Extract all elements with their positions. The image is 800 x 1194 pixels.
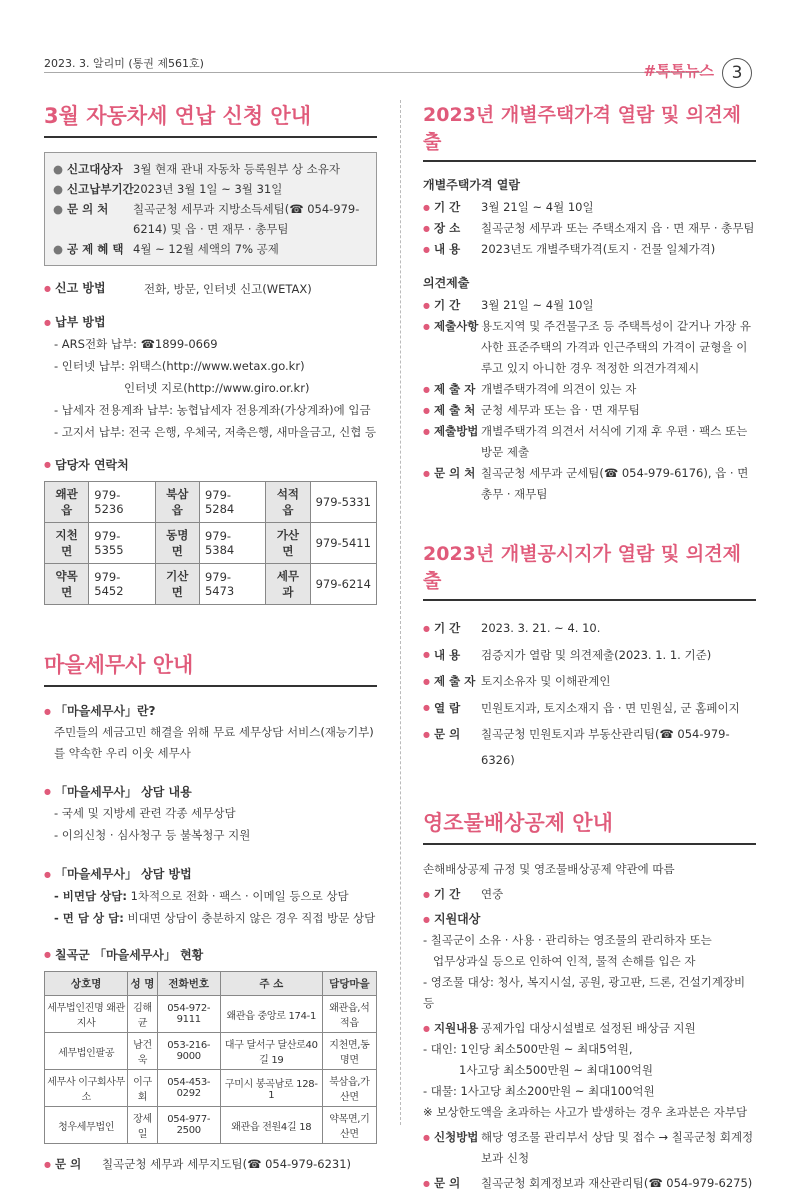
insurance-intro: 손해배상공제 규정 및 영조물배상공제 약관에 따름 bbox=[423, 862, 675, 876]
info-row: ● 제 출 처 군청 세무과 또는 읍 · 면 재무팀 bbox=[423, 400, 756, 421]
village-q1: ● 「마을세무사」란? 주민들의 세금고민 해결을 위해 무료 세무상담 서비스(재능기부)를 약속한 우리 이웃 세무사 bbox=[44, 701, 377, 764]
info-row: ● 문 의 칠곡군청 민원토지과 부동산관리팀(☎ 054-979-6326) bbox=[423, 721, 756, 773]
info-row: ● 기 간 연중 bbox=[423, 884, 756, 905]
report-method: ● 신고 방법 전화, 방문, 인터넷 신고(WETAX) bbox=[44, 278, 377, 300]
table-row: 세무법인팔공 남건욱 053-216-9000 대구 달서구 달산로40길 19 지천면,동명면 bbox=[45, 1033, 377, 1070]
contact-table bbox=[44, 481, 377, 605]
right-column: 2023년 개별주택가격 열람 및 의견제출 개별주택가격 열람 ● 기 간 3월 21일 ~ 4월 10일 ● 장 소 칠곡군청 세무과 또는 주택소재지 읍 · 면 재무 · 총무팀 ● 내 용 2023년도 개별주택가격(토지 · 건물 일체가격) 의견제출 ● 기 간 3월 21일 ~ 4월 10일 ● 제출사항 용도지역 및 주건물구조 등 주택특성이 같거나 가장 유사한 표준주택의 가격과 인근주택의 가격이 균형을 이루고 있지 아니한 경우 적정한 의견가격제시 ● 제 출 자 개별주택가격에 의견이 있는 자 ● 제 출 처 군청 세무과 또는 읍 · 면 재무팀 ● 제출방법 개별주택가격 의견서 서식에 기재 후 우편 · 팩스 또는 방문 제출 ● 문 의 처 칠곡군청 세무과 군세팀(☎ 054-979-6176), 읍 · 면 총무 · 재무팀 2023년 개별공시지가 열람 및 의견제출 ● 기 간 2023. 3. 21. ~ 4. 10. ● 내 용 검증지가 열람 및 의견제출(2023. 1. 1. 기준) ● 제 출 자 토지소유자 및 이해관계인 ● 열 람 민원토지과, 토지소재지 읍 · 면 민원실, 군 홈페이지 ● 문 의 칠곡군청 민원토지과 부동산관리팀(☎ 054-979-6326) 영조물배상공제 안내 손해배상공제 규정 및 영조물배상공제 약관에 따름 ● 기 간 연중 ● 지원대상 - 칠곡군이 소유 · 사용 · 관리하는 영조물의 관리하자 또는 업무상과실 등으로 인하여 인적, 물적 손해를 입은 자 - 영조물 대상: 청사, 복지시설, 공원, 광고판, 드론, 건설기계장비 등 ● 지원내용 공제가입 대상시설별로 설정된 배상금 지원 - 대인: 1인당 최소500만원 ~ 최대5억원, 1사고당 최소500만원 ~ 최대100억원 - 대물: 1사고당 최소200만원 ~ 최대100억원 ※ 보상한도액을 초과하는 사고가 발생하는 경우 초과분은 자부담 ● 신청방법 해당 영조물 관리부서 상담 및 접수 → 칠곡군청 회계정보과 신청 ● 문 의 칠곡군청 회계정보과 재산관리팀(☎ 054-979-6275) bbox=[423, 100, 756, 1194]
page-number: 3 bbox=[722, 58, 752, 88]
village-q4: ● 칠곡군 「마을세무사」 현황 상호명 성 명 전화번호 주 소 담당마을 세무법인진명 왜관지사 김해균 054-972-9111 왜관읍 중앙로 174-1 왜관읍,석적읍 세무법인팔공 남건욱 053-216-9000 대구 달서구 달산로40길 19 지천면,동명면 세무사 이구회사무소 이구회 054-453-0292 구미시 봉곡남로 128-1 북삼읍,가산면 청우세무법인 장세일 054-977-2500 왜관읍 전원4길 18 약목면,기산면 bbox=[44, 945, 377, 1145]
car-tax-title: 3월 자동차세 연납 신청 안내 bbox=[44, 100, 377, 138]
insurance-title: 영조물배상공제 안내 bbox=[423, 807, 756, 845]
column-divider bbox=[400, 100, 401, 1125]
left-column bbox=[44, 100, 377, 1175]
land-price-title: 2023년 개별공시지가 열람 및 의견제출 bbox=[423, 539, 756, 601]
village-tax-title: 마을세무사 안내 bbox=[44, 649, 377, 687]
issue-label: 2023. 3. 알리미 (통권 제561호) bbox=[44, 57, 204, 70]
table-row: 왜관읍 979-5236 북삼읍 979-5284 석적읍 979-5331 bbox=[45, 482, 377, 523]
info-row: ● 지원내용 공제가입 대상시설별로 설정된 배상금 지원 bbox=[423, 1018, 756, 1039]
table-header-row: 상호명 성 명 전화번호 주 소 담당마을 bbox=[45, 972, 377, 996]
section-badge: #톡톡뉴스 bbox=[643, 62, 714, 80]
village-q2: ● 「마을세무사」 상담 내용 - 국세 및 지방세 관련 각종 세무상담 - 이의신청 · 심사청구 등 불복청구 지원 bbox=[44, 782, 377, 847]
info-row: ● 제출방법 개별주택가격 의견서 서식에 기재 후 우편 · 팩스 또는 방문 제출 bbox=[423, 421, 756, 463]
house-sub2: 의견제출 bbox=[423, 276, 470, 290]
table-row: 지천면 979-5355 동명면 979-5384 가산면 979-5411 bbox=[45, 523, 377, 564]
info-row: ● 제 출 자 토지소유자 및 이해관계인 bbox=[423, 668, 756, 695]
village-contact: ● 문 의 칠곡군청 세무과 세무지도팀(☎ 054-979-6231) bbox=[44, 1154, 377, 1175]
contact-section: ● 담당자 연락처 왜관읍 979-5236 북삼읍 979-5284 석적읍 979-5331 지천면 979-5355 동명면 979-5384 가산면 979-5411 약목면 979-5452 기산면 979-5473 세무과 979-6214 bbox=[44, 455, 377, 606]
info-row: ● 제출사항 용도지역 및 주건물구조 등 주택특성이 같거나 가장 유사한 표준주택의 가격과 인근주택의 가격이 균형을 이루고 있지 아니한 경우 적정한 의견가격제시 bbox=[423, 316, 756, 379]
header-rule bbox=[44, 72, 702, 73]
info-row: ● 문 의 칠곡군청 회계정보과 재산관리팀(☎ 054-979-6275) bbox=[423, 1173, 756, 1194]
info-row: ● 기 간 3월 21일 ~ 4월 10일 bbox=[423, 295, 756, 316]
info-row: ● 내 용 2023년도 개별주택가격(토지 · 건물 일체가격) bbox=[423, 239, 756, 260]
summary-row: ● 공 제 혜 택 4월 ~ 12월 세액의 7% 공제 bbox=[53, 239, 368, 259]
payment-method: ● 납부 방법 - ARS전화 납부: ☎1899-0669 - 인터넷 납부: 위택스(http://www.wetax.go.kr) 인터넷 지로(http://www.giro.or.kr) - 납세자 전용계좌 납부: 농협납세자 전용계좌(가상계좌)에 입금 - 고지서 납부: 전국 은행, 우체국, 저축은행, 새마을금고, 신협 등 bbox=[44, 312, 377, 443]
insurance-target-label: ● 지원대상 bbox=[423, 909, 756, 930]
table-row: 세무사 이구회사무소 이구회 054-453-0292 구미시 봉곡남로 128-1 북삼읍,가산면 bbox=[45, 1070, 377, 1107]
summary-row: ● 신고납부기간 2023년 3월 1일 ~ 3월 31일 bbox=[53, 179, 368, 199]
tax-advisor-table bbox=[44, 971, 377, 1144]
info-row: ● 문 의 처 칠곡군청 세무과 군세팀(☎ 054-979-6176), 읍 · 면 총무 · 재무팀 bbox=[423, 463, 756, 505]
village-q3: ● 「마을세무사」 상담 방법 - 비면담 상담: 1차적으로 전화 · 팩스 · 이메일 등으로 상담 - 면 담 상 담: 비대면 상담이 충분하지 않은 경우 직접 방문 상담 bbox=[44, 864, 377, 929]
info-row: ● 내 용 검증지가 열람 및 의견제출(2023. 1. 1. 기준) bbox=[423, 642, 756, 669]
table-row: 약목면 979-5452 기산면 979-5473 세무과 979-6214 bbox=[45, 564, 377, 605]
table-row: 청우세무법인 장세일 054-977-2500 왜관읍 전원4길 18 약목면,기산면 bbox=[45, 1107, 377, 1144]
house-sub1: 개별주택가격 열람 bbox=[423, 178, 520, 192]
summary-row: ● 신고대상자 3월 현재 관내 자동차 등록원부 상 소유자 bbox=[53, 159, 368, 179]
info-row: ● 신청방법 해당 영조물 관리부서 상담 및 접수 → 칠곡군청 회계정보과 신청 bbox=[423, 1127, 756, 1169]
info-row: ● 제 출 자 개별주택가격에 의견이 있는 자 bbox=[423, 379, 756, 400]
summary-row: ● 문 의 처 칠곡군청 세무과 지방소득세팀(☎ 054-979-6214) 및 읍 · 면 재무 · 총무팀 bbox=[53, 199, 368, 239]
info-row: ● 열 람 민원토지과, 토지소재지 읍 · 면 민원실, 군 홈페이지 bbox=[423, 695, 756, 722]
info-row: ● 기 간 2023. 3. 21. ~ 4. 10. bbox=[423, 615, 756, 642]
table-row: 세무법인진명 왜관지사 김해균 054-972-9111 왜관읍 중앙로 174-1 왜관읍,석적읍 bbox=[45, 996, 377, 1033]
info-row: ● 기 간 3월 21일 ~ 4월 10일 bbox=[423, 197, 756, 218]
car-tax-summary-box bbox=[44, 152, 377, 266]
house-price-title: 2023년 개별주택가격 열람 및 의견제출 bbox=[423, 100, 756, 162]
info-row: ● 장 소 칠곡군청 세무과 또는 주택소재지 읍 · 면 재무 · 총무팀 bbox=[423, 218, 756, 239]
